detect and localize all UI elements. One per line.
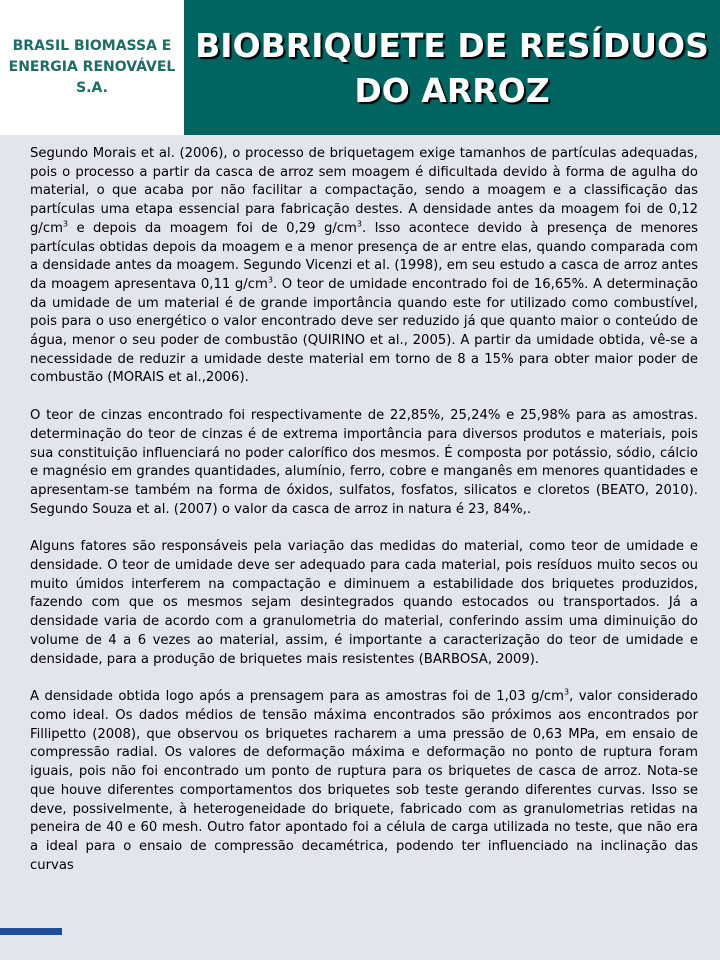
title-banner xyxy=(184,0,720,135)
slide-title: BIOBRIQUETE DE RESÍDUOS DO ARROZ xyxy=(195,25,709,110)
paragraph-4-part-2: , valor considerado como ideal. Os dados médios de tensão máxima encontrados são próximos aos encontrados por Fillipetto (2008), que observou os briquetes racharem a uma pressão de 0,63 MPa, em ensaio de compressão radial. Os valores de deformação máxima e deformação no ponto de ruptura foram iguais, pois não foi encontrado um ponto de ruptura para os briquetes de casca de arroz. Nota-se que houve diferentes comportamentos dos briquetes sob teste gerando diferentes curvas. Isso se deve, possivelmente, à heterogeneidade do briquete, fabricado com as granulometrias retidas na peneira de 40 e 60 mesh. Outro fator apontado foi a célula de carga utilizada no teste, que não era a ideal para o ensaio de compressão decamétrica, podendo ter influenciado na inclinação das curvas xyxy=(30,689,698,873)
paragraph-1-part-3: . Isso acontece devido à presença de menores partículas obtidas depois da moagem e a menor presença de ar entre elas, quando comparada com a densidade antes da moagem. Segundo Vicenzi et al. (1998), em seu estudo a casca de arroz antes da moagem apresentava 0,11 g/cm xyxy=(30,220,698,292)
paragraph-4-part-1: A densidade obtida logo após a prensagem para as amostras foi de 1,03 g/cm xyxy=(30,689,564,705)
superscript: 3 xyxy=(267,275,273,285)
superscript: 3 xyxy=(62,219,69,229)
accent-bar xyxy=(0,928,62,935)
paragraph-1-part-1: Segundo Morais et al. (2006), o processo de briquetagem exige tamanhos de partículas adequadas, pois o processo a partir da casca de arroz sem moagem é dificultada devido à forma de agulha do material, o que acaba por não facilitar a compactação, sendo a moagem e a classificação das partículas uma etapa essencial para fabricação destes. A densidade antes da moagem foi de 0,12 g/cm xyxy=(30,146,698,236)
slide-header xyxy=(0,0,720,135)
company-name: BRASIL BIOMASSA E ENERGIA RENOVÁVEL S.A. xyxy=(8,38,176,96)
superscript: 3 xyxy=(356,219,362,229)
body-text xyxy=(30,145,698,894)
paragraph-4 xyxy=(30,688,698,875)
paragraph-2: O teor de cinzas encontrado foi respectivamente de 22,85%, 25,24% e 25,98% para as amostras. determinação do teor de cinzas é de extrema importância para diversos produtos e materiais, pois sua constituição influenciará no poder calorífico dos mesmos. É composta por potássio, sódio, cálcio e magnésio em grandes quantidades, alumínio, ferro, cobre e manganês em menores quantidades e apresentam-se também na forma de óxidos, sulfatos, fosfatos, silicatos e cloretos (BEATO, 2010). Segundo Souza et al. (2007) o valor da casca de arroz in natura é 23, 84%,. xyxy=(30,408,698,517)
paragraph-3: Alguns fatores são responsáveis pela variação das medidas do material, como teor de umidade e densidade. O teor de umidade deve ser adequado para cada material, pois resíduos muito secos ou muito úmidos interferem na compactação e diminuem a estabilidade dos briquetes produzidos, fazendo com que os mesmos sejam desintegrados quando estocados ou transportados. Já a densidade varia de acordo com a granulometria do material, conferindo assim uma diminuição do volume de 4 a 6 vezes ao material, assim, é importante a caracterização do teor de umidade e densidade, para a produção de briquetes mais resistentes (BARBOSA, 2009). xyxy=(30,539,698,667)
paragraph-1-part-4: . O teor de umidade encontrado foi de 16,65%. A determinação da umidade de um material é de grande importância quando este for utilizado como combustível, pois para o uso energético o valor encontrado deve ser reduzido já que quanto maior o conteúdo de água, menor o seu poder de combustão (QUIRINO et al., 2005). A partir da umidade obtida, vê-se a necessidade de reduzir a umidade deste material em torno de 8 a 15% para obter maior poder de combustão (MORAIS et al.,2006). xyxy=(30,276,699,386)
superscript: 3 xyxy=(564,687,570,697)
paragraph-1 xyxy=(30,145,698,388)
paragraph-1-part-2: e depois da moagem foi de 0,29 g/cm xyxy=(68,220,357,236)
company-logo-block xyxy=(0,0,184,135)
